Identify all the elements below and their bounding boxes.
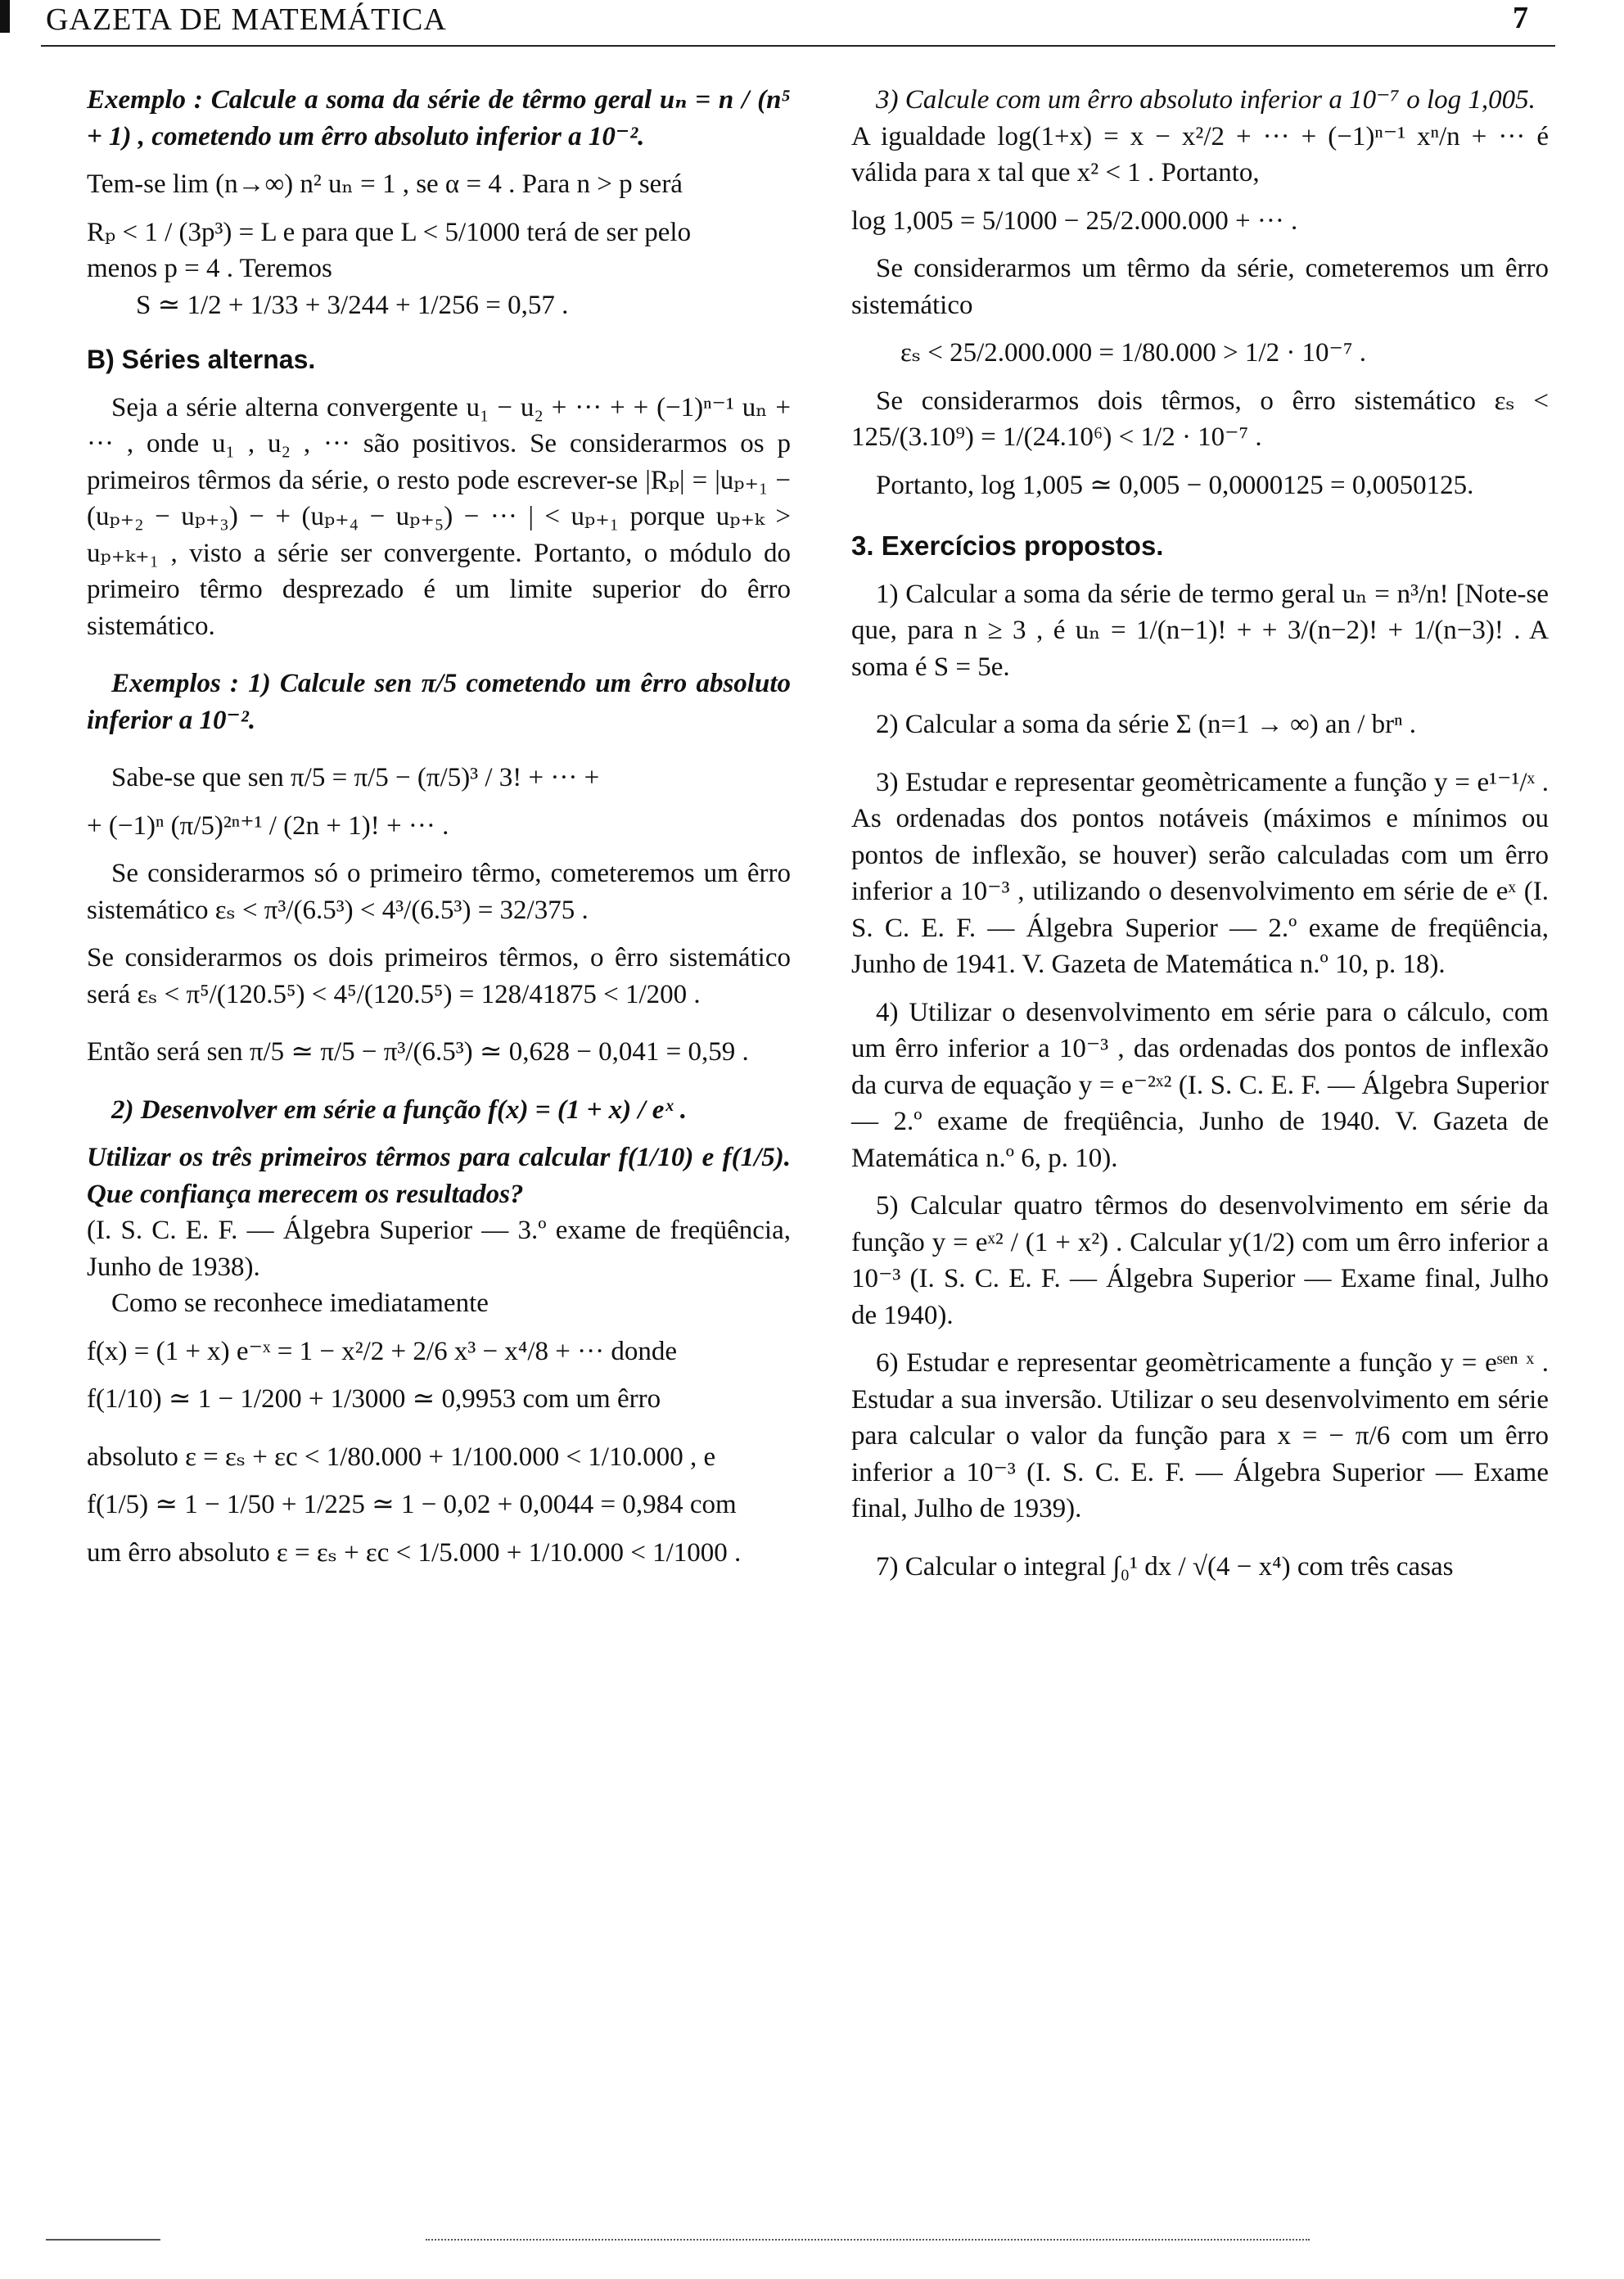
page-number: 7 — [1513, 1, 1528, 35]
example-2-statement: 2) Desenvolver em série a função f(x) = (1 + x) / eˣ . — [111, 1094, 688, 1125]
example-2-statement: Utilizar os três primeiros têrmos para calcular f(1/10) e f(1/5). Que confiança merecem os resultados? — [87, 1143, 791, 1209]
example-1-text: Tem-se lim (n→∞) n² uₙ = 1 , se α = 4 . Para n > p será — [87, 169, 683, 199]
footer-rule-left — [46, 2239, 160, 2241]
fx-expansion: f(x) = (1 + x) e⁻ˣ = 1 − x²/2 + 2/6 x³ − x⁴/8 + ··· donde — [87, 1336, 677, 1366]
margin-mark — [0, 0, 10, 33]
two-terms-error: Se considerarmos dois têrmos, o êrro sistemático εₛ < 125/(3.10⁹) = 1/(24.10⁶) < 1/2 · 10⁻⁷ . — [851, 386, 1549, 452]
right-column — [851, 82, 1549, 1585]
example-2-text: Como se reconhece imediatamente — [111, 1288, 489, 1318]
one-term-error: εₛ < 25/2.000.000 = 1/80.000 > 1/2 · 10⁻⁷ . — [900, 338, 1366, 368]
f-tenth-error: absoluto ε = εₛ + εc < 1/80.000 + 1/100.000 < 1/10.000 , e — [87, 1442, 716, 1472]
running-title: GAZETA DE MATEMÁTICA — [46, 2, 447, 37]
example-1-result: S ≃ 1/2 + 1/33 + 3/244 + 1/256 = 0,57 . — [136, 290, 569, 320]
header-rule — [41, 45, 1555, 47]
first-term-error: Se considerarmos só o primeiro têrmo, cometeremos um êrro sistemático εₛ < π³/(6.5³) < 4³/(6.5³) = 32/375 . — [87, 859, 791, 925]
example-2-source: (I. S. C. E. F. — Álgebra Superior — 3.º exame de freqüência, Junho de 1938). — [87, 1216, 791, 1282]
exercise-7: 7) Calcular o integral ∫₀¹ dx / √(4 − x⁴) com três casas — [876, 1551, 1454, 1582]
example-1-text: menos p = 4 . Teremos — [87, 254, 332, 283]
exercise-4: 4) Utilizar o desenvolvimento em série para o cálculo, com um êrro inferior a 10⁻³ , das ordenadas dos pontos de inflexão da curva de equação y = e⁻²ˣ² (I. S. C. E. F. — Álgebra Superior — 2.º exame de freqüência, Junho de 1940. V. Gazeta de Matemática n.º 6, p. 10). — [851, 997, 1549, 1173]
sine-result: Então será sen π/5 ≃ π/5 − π³/(6.5³) ≃ 0,628 − 0,041 = 0,59 . — [87, 1037, 749, 1067]
example-3-text: A igualdade log(1+x) = x − x²/2 + ··· + (−1)ⁿ⁻¹ xⁿ/n + ··· é válida para x tal que x² < 1 . Portanto, — [851, 121, 1549, 187]
log-result: Portanto, log 1,005 ≃ 0,005 − 0,0000125 = 0,0050125. — [876, 470, 1474, 500]
examples-statement: Exemplos : 1) Calcule sen π/5 cometendo um êrro absoluto inferior a 10⁻². — [87, 669, 791, 735]
f-fifth-value: f(1/5) ≃ 1 − 1/50 + 1/225 ≃ 1 − 0,02 + 0,0044 = 0,984 com — [87, 1490, 737, 1519]
example-3-statement-text: 3) Calcule com um êrro absoluto inferior a 10⁻⁷ o log 1,005. — [876, 85, 1536, 115]
exercise-3: 3) Estudar e representar geomètricamente a função y = e¹⁻¹/ˣ . As ordenadas dos pontos notáveis (máximos e mínimos ou pontos de inflexão, se houver) serão calculadas com um êrro inferior a 10⁻³ , utilizando o desenvolvimento em série de eˣ (I. S. C. E. F. — Álgebra Superior — 2.º exame de freqüência, Junho de 1941. V. Gazeta de Matemática n.º 10, p. 18). — [851, 767, 1549, 979]
two-terms-error: Se considerarmos os dois primeiros têrmos, o êrro sistemático será εₛ < π⁵/(120.5⁵) < 4⁵/(120.5⁵) = 128/41875 < 1/200 . — [87, 943, 791, 1009]
example-1-text: Rₚ < 1 / (3p³) = L e para que L < 5/1000 terá de ser pelo — [87, 217, 692, 247]
section-heading-b: B) Séries alternas. — [87, 345, 316, 374]
example-3-text: Se considerarmos um têrmo da série, cometeremos um êrro sistemático — [851, 254, 1549, 320]
f-fifth-error: um êrro absoluto ε = εₛ + εc < 1/5.000 + 1/10.000 < 1/1000 . — [87, 1537, 742, 1568]
exercise-6: 6) Estudar e representar geomètricamente a função y = eˢᵉⁿ ˣ . Estudar a sua inversão. Utilizar o seu desenvolvimento em série para calcular o valor da função para x = − π/6 com um êrro inferior a 10⁻³ (I. S. C. E. F. — Álgebra Superior — Exame final, Julho de 1939). — [851, 1348, 1549, 1523]
exercise-5: 5) Calcular quatro têrmos do desenvolvimento em série da função y = eˣ² / (1 + x²) . Calcular y(1/2) com um êrro inferior a 10⁻³ (I. S. C. E. F. — Álgebra Superior — Exame final, Julho de 1940). — [851, 1191, 1549, 1330]
exercise-1: 1) Calcular a soma da série de termo geral uₙ = n³/n! [Note-se que, para n ≥ 3 , é uₙ = 1/(n−1)! + + 3/(n−2)! + 1/(n−3)! . A soma é S = 5e. — [851, 579, 1549, 682]
page-header — [0, 0, 1555, 49]
left-column — [87, 82, 791, 1571]
section-heading-3: 3. Exercícios propostos. — [851, 530, 1164, 561]
sine-expansion: + (−1)ⁿ (π/5)²ⁿ⁺¹ / (2n + 1)! + ··· . — [87, 810, 449, 841]
f-tenth-value: f(1/10) ≃ 1 − 1/200 + 1/3000 ≃ 0,9953 com um êrro — [87, 1384, 661, 1414]
exercise-2: 2) Calcular a soma da série Σ (n=1 → ∞) an / brⁿ . — [876, 710, 1417, 739]
sine-expansion: Sabe-se que sen π/5 = π/5 − (π/5)³ / 3! + ··· + — [111, 763, 600, 792]
log-expansion: log 1,005 = 5/1000 − 25/2.000.000 + ··· . — [851, 205, 1298, 236]
footer-rule-center — [426, 2239, 1310, 2241]
example-3-statement — [851, 82, 1549, 119]
example-1-statement: Exemplo : Calcule a soma da série de têrmo geral uₙ = n / (n⁵ + 1) , cometendo um êrro absoluto inferior a 10⁻². — [87, 85, 791, 151]
alternating-series-paragraph: Seja a série alterna convergente u₁ − u₂ + ··· + + (−1)ⁿ⁻¹ uₙ + ··· , onde u₁ , u₂ , ··· são positivos. Se considerarmos os p primeiros têrmos da série, o resto pode escrever-se |Rₚ| = |uₚ₊₁ − (uₚ₊₂ − uₚ₊₃) − + (uₚ₊₄ − uₚ₊₅) − ··· | < uₚ₊₁ porque uₚ₊ₖ > uₚ₊ₖ₊₁ , visto a série ser convergente. Portanto, o módulo do primeiro têrmo desprezado é um limite superior do êrro sistemático. — [87, 392, 791, 641]
